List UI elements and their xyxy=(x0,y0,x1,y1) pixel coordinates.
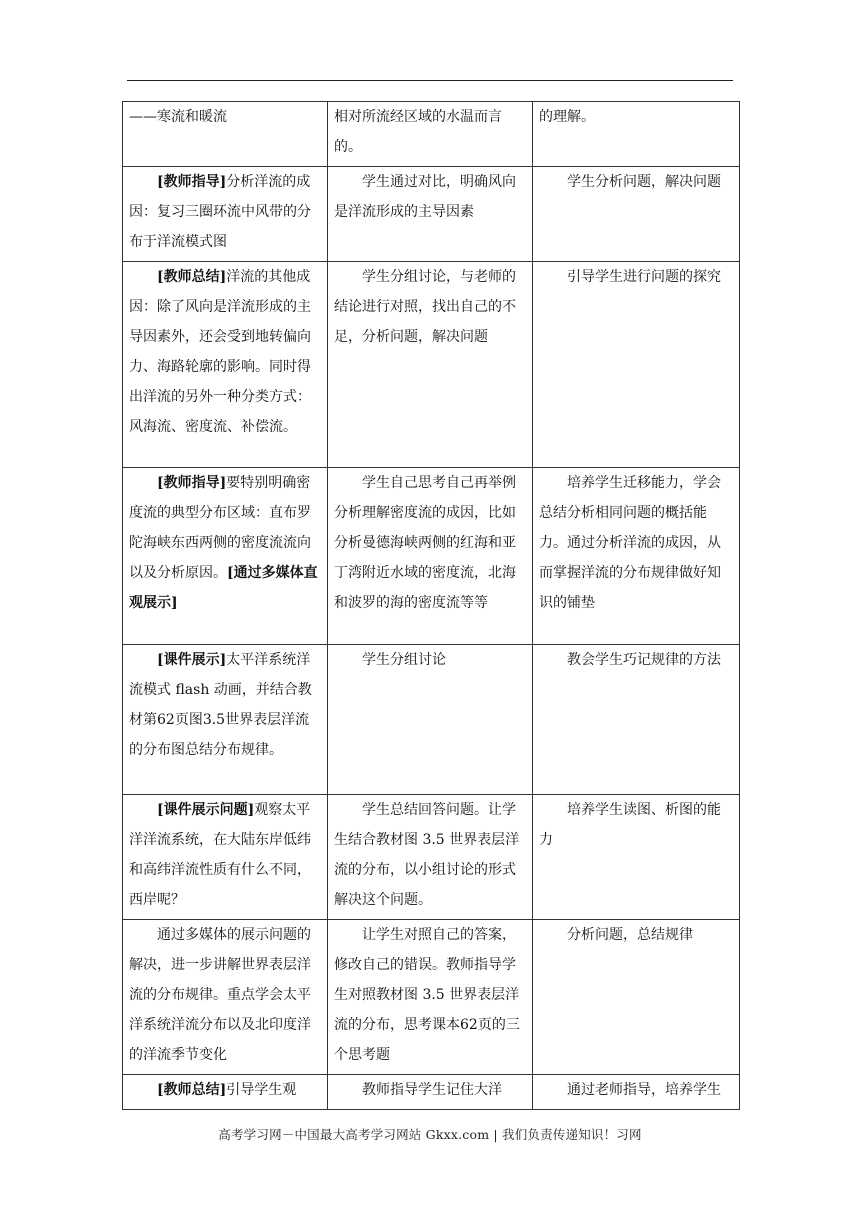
design-intent-cell xyxy=(533,920,740,1075)
teacher-activity-cell xyxy=(123,645,328,795)
teacher-activity-cell xyxy=(123,920,328,1075)
cell-tag: [通过多媒体直观展示] xyxy=(129,565,318,611)
teacher-activity-cell xyxy=(123,262,328,468)
cell-text: 通过多媒体的展示问题的解决，进一步讲解世界表层洋流的分布规律。重点学会太平洋系统洋流分布以及北印度洋的洋流季节变化 xyxy=(129,927,311,1063)
cell-tag: [教师指导] xyxy=(157,475,227,491)
cell-tag: [教师指导] xyxy=(157,174,227,190)
table-row xyxy=(123,167,740,262)
cell-tag: [教师总结] xyxy=(157,1082,227,1098)
student-activity-cell xyxy=(328,262,533,468)
cell-text: 学生自己思考自己再举例分析理解密度流的成因，比如分析曼德海峡两侧的红海和亚丁湾附近水域的密度流，北海和波罗的海的密度流等等 xyxy=(334,475,516,611)
lesson-plan-table xyxy=(122,101,740,1110)
table-row xyxy=(123,645,740,795)
cell-text: 学生分析问题，解决问题 xyxy=(567,174,721,190)
table-row xyxy=(123,102,740,167)
cell-text: 观察太平洋洋流系统，在大陆东岸低纬和高纬洋流性质有什么不同，西岸呢？ xyxy=(129,802,311,908)
teacher-activity-cell xyxy=(123,102,328,167)
student-activity-cell xyxy=(328,1075,533,1110)
cell-text: 引导学生进行问题的探究 xyxy=(567,269,721,285)
cell-text: 分析洋流的成因：复习三圈环流中风带的分布于洋流模式图 xyxy=(129,174,311,250)
cell-text: 培养学生读图、析图的能力 xyxy=(539,802,721,848)
cell-text: 培养学生迁移能力，学会总结分析相同问题的概括能力。通过分析洋流的成因，从而掌握洋流的分布规律做好知识的铺垫 xyxy=(539,475,721,611)
design-intent-cell xyxy=(533,1075,740,1110)
design-intent-cell xyxy=(533,102,740,167)
cell-text: 教会学生巧记规律的方法 xyxy=(567,652,721,668)
table-row xyxy=(123,795,740,920)
teacher-activity-cell xyxy=(123,1075,328,1110)
teacher-activity-cell xyxy=(123,795,328,920)
student-activity-cell xyxy=(328,102,533,167)
student-activity-cell xyxy=(328,795,533,920)
cell-text: 太平洋系统洋流模式 flash 动画，并结合教材第62页图3.5世界表层洋流的分布图总结分布规律。 xyxy=(129,652,312,758)
teacher-activity-cell xyxy=(123,468,328,645)
cell-tag: [教师总结] xyxy=(157,269,227,285)
cell-text: 洋流的其他成因：除了风向是洋流形成的主导因素外，还会受到地转偏向力、海路轮廓的影响。同时得出洋流的另外一种分类方式：风海流、密度流、补偿流。 xyxy=(129,269,311,435)
cell-text: 要特别明确密度流的典型分布区域：直布罗陀海峡东西两侧的密度流流向以及分析原因。 xyxy=(129,475,311,581)
design-intent-cell xyxy=(533,468,740,645)
cell-text: 学生总结回答问题。让学生结合教材图 3.5 世界表层洋流的分布，以小组讨论的形式解决这个问题。 xyxy=(334,802,520,908)
student-activity-cell xyxy=(328,167,533,262)
cell-text: ——寒流和暖流 xyxy=(129,109,227,125)
design-intent-cell xyxy=(533,795,740,920)
design-intent-cell xyxy=(533,262,740,468)
design-intent-cell xyxy=(533,645,740,795)
header-rule xyxy=(127,80,733,81)
cell-text: 引导学生观 xyxy=(226,1082,297,1098)
table-row xyxy=(123,1075,740,1110)
page-footer: 高考学习网－中国最大高考学习网站 Gkxx.com | 我们负责传递知识！习网 xyxy=(218,1127,642,1142)
table-row xyxy=(123,920,740,1075)
cell-tag: [课件展示问题] xyxy=(157,802,255,818)
cell-text: 相对所流经区域的水温而言的。 xyxy=(334,109,502,155)
cell-text: 通过老师指导，培养学生 xyxy=(567,1082,721,1098)
student-activity-cell xyxy=(328,645,533,795)
cell-text: 学生分组讨论 xyxy=(362,652,446,668)
teacher-activity-cell xyxy=(123,167,328,262)
cell-text: 学生通过对比，明确风向是洋流形成的主导因素 xyxy=(334,174,516,220)
student-activity-cell xyxy=(328,920,533,1075)
student-activity-cell xyxy=(328,468,533,645)
cell-text: 分析问题，总结规律 xyxy=(567,927,693,943)
design-intent-cell xyxy=(533,167,740,262)
cell-tag: [课件展示] xyxy=(157,652,227,668)
cell-text: 的理解。 xyxy=(539,109,595,125)
cell-text: 让学生对照自己的答案，修改自己的错误。教师指导学生对照教材图 3.5 世界表层洋流的分布，思考课本62页的三个思考题 xyxy=(334,927,520,1063)
table-row xyxy=(123,262,740,468)
table-row xyxy=(123,468,740,645)
cell-text: 教师指导学生记住大洋 xyxy=(362,1082,502,1098)
cell-text: 学生分组讨论，与老师的结论进行对照，找出自己的不足，分析问题，解决问题 xyxy=(334,269,516,345)
